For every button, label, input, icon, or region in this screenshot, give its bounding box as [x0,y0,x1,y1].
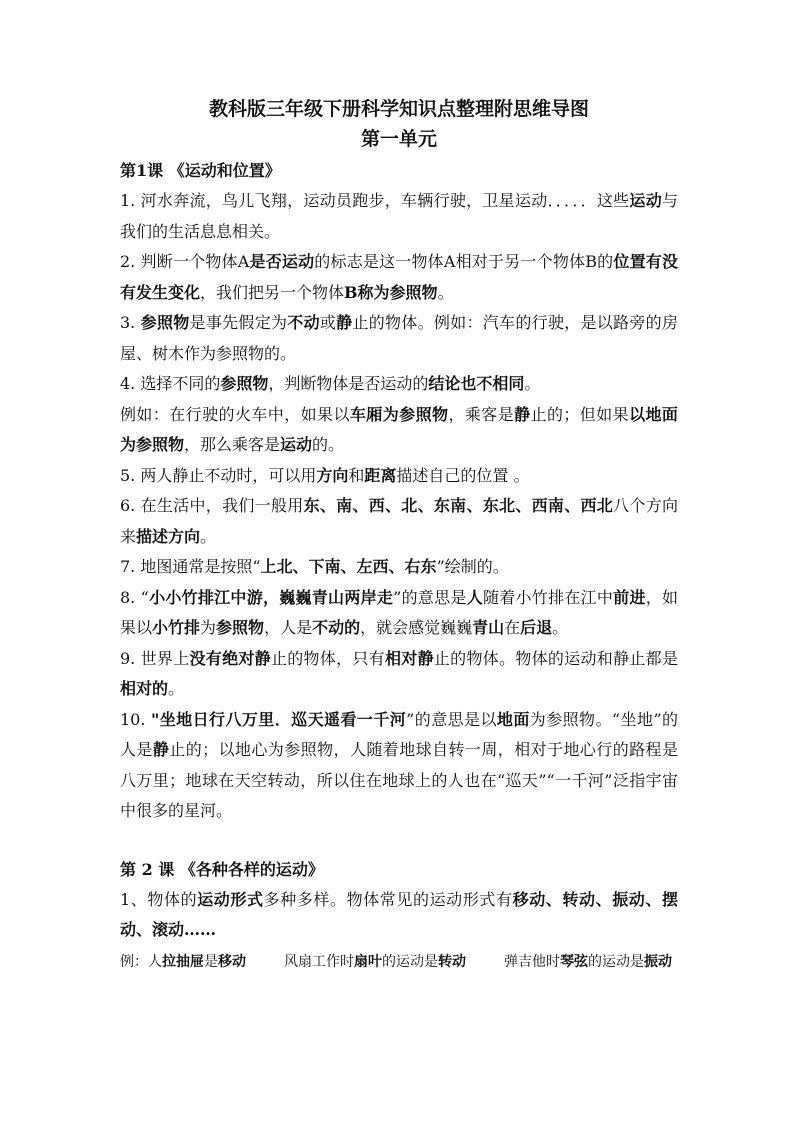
lesson-1-item-4: 4. 选择不同的参照物，判断物体是否运动的结论也不相同。 [120,374,541,393]
lesson-1-item-7: 7. 地图通常是按照“上北、下南、左西、右东”绘制的。 [120,557,509,576]
lesson-2-example: 例：人拉抽屉是移动 风扇工作时扇叶的运动是转动 弹吉他时琴弦的运动是振动 [120,953,672,970]
lesson-1-item-8: 8. “小小竹排江中游，巍巍青山两岸走”的意思是人随着小竹排在江中前进，如果以小竹排为参照物，人是不动的，就会感觉巍巍青山在后退。 [120,587,678,637]
lesson-1-item-2: 2. 判断一个物体A是否运动的标志是这一物体A相对于另一个物体B的位置有没有发生变化，我们把另一个物体B称为参照物。 [120,252,678,302]
lesson-1-item-9: 9. 世界上没有绝对静止的物体，只有相对静止的物体。物体的运动和静止都是相对的。 [120,648,678,698]
lesson-2-heading: 第 2 课 《各种各样的运动》 [120,859,324,879]
lesson-1-item-10: 10. "坐地日行八万里．巡天遥看一千河”的意思是以地面为参照物。“坐地”的人是静止的；以地心为参照物，人随着地球自转一周，相对于地心行的路程是八万里；地球在天空转动，所以住在地球上的人也在“巡天”“一千河”泛指宇宙中很多的星河。 [120,709,678,820]
unit-title: 第一单元 [360,128,437,150]
lesson-1-item-3: 3. 参照物是事先假定为不动或静止的物体。例如：汽车的行驶，是以路旁的房屋、树木作为参照物的。 [120,313,678,363]
lesson-1-heading: 第1课 《运动和位置》 [120,161,281,180]
lesson-1-item-6: 6. 在生活中，我们一般用东、南、西、北、东南、东北、西南、西北八个方向来描述方向。 [120,496,678,546]
document-title: 教科版三年级下册科学知识点整理附思维导图 [208,98,589,120]
lesson-1-item-5: 5. 两人静止不动时，可以用方向和距离描述自己的位置 。 [120,465,530,485]
lesson-2-item-1: 1、物体的运动形式多种多样。物体常见的运动形式有移动、转动、振动、摆动、滚动…… [120,889,678,939]
lesson-1-item-1: 1. 河水奔流，鸟儿飞翔，运动员跑步，车辆行驶，卫星运动．．．．．这些运动与我们的生活息息相关。 [120,191,678,241]
lesson-1-example: 例如：在行驶的火车中，如果以车厢为参照物，乘客是静止的；但如果以地面为参照物，那么乘客是运动的。 [120,404,678,454]
document-page [120,94,678,976]
